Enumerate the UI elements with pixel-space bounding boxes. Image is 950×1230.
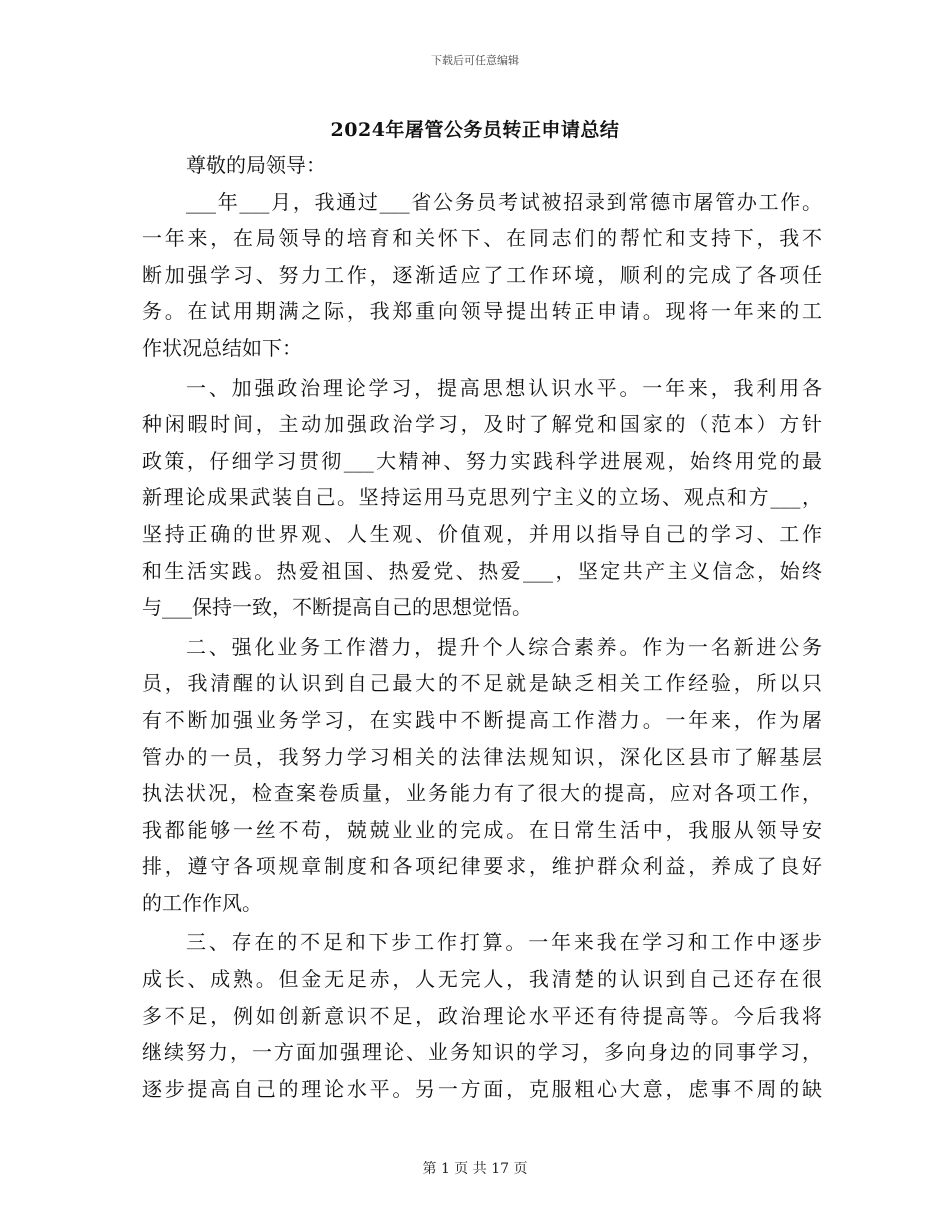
paragraph-line: 的工作作风。	[142, 890, 262, 915]
paragraph-line: 逐步提高自己的理论水平。另一方面，克服粗心大意，虑事不周的缺	[142, 1076, 822, 1101]
paragraph-line: 作状况总结如下：	[142, 335, 302, 360]
paragraph-line: 与___保持一致，不断提高自己的思想觉悟。	[142, 595, 532, 620]
paragraph-line: 政策，仔细学习贯彻___大精神、努力实践科学进展观，始终用党的最	[142, 448, 822, 473]
section-heading-line: 一、加强政治理论学习，提高思想认识水平。一年来，我利用各	[186, 375, 822, 400]
paragraph-line: 种闲暇时间，主动加强政治学习，及时了解党和国家的（范本）方针	[142, 412, 822, 437]
paragraph-line: 新理论成果武装自己。坚持运用马克思列宁主义的立场、观点和方___，	[142, 485, 822, 510]
page-number: 第 1 页 共 17 页	[422, 1161, 528, 1177]
paragraph-line: 管办的一员，我努力学习相关的法律法规知识，深化区县市了解基层	[142, 744, 822, 769]
paragraph-line: 成长、成熟。但金无足赤，人无完人，我清楚的认识到自己还存在很	[142, 967, 822, 992]
paragraph-line: 执法状况，检查案卷质量，业务能力有了很大的提高，应对各项工作，	[142, 781, 822, 806]
paragraph-line: 断加强学习、努力工作，逐渐适应了工作环境，顺利的完成了各项任	[142, 262, 822, 287]
document-title: 2024年屠管公务员转正申请总结	[330, 119, 620, 141]
paragraph-line: 排，遵守各项规章制度和各项纪律要求，维护群众利益，养成了良好	[142, 854, 822, 879]
section-heading-line: 三、存在的不足和下步工作打算。一年来我在学习和工作中逐步	[186, 930, 822, 955]
section-heading-line: 二、强化业务工作潜力，提升个人综合素养。作为一名新进公务	[186, 634, 822, 659]
paragraph-line: 继续努力，一方面加强理论、业务知识的学习，多向身边的同事学习，	[142, 1040, 822, 1065]
paragraph-line: 我都能够一丝不苟，兢兢业业的完成。在日常生活中，我服从领导安	[142, 817, 822, 842]
document-body	[142, 147, 822, 1107]
paragraph-line: 和生活实践。热爱祖国、热爱党、热爱___，坚定共产主义信念，始终	[142, 558, 822, 583]
paragraph-line: 有不断加强业务学习，在实践中不断提高工作潜力。一年来，作为屠	[142, 707, 822, 732]
paragraph-line: 务。在试用期满之际，我郑重向领导提出转正申请。现将一年来的工	[142, 299, 822, 324]
paragraph-line: 多不足，例如创新意识不足，政治理论水平还有待提高等。今后我将	[142, 1003, 822, 1028]
salutation: 尊敬的局领导：	[186, 153, 326, 177]
paragraph-line: 员，我清醒的认识到自己最大的不足就是缺乏相关工作经验，所以只	[142, 671, 822, 696]
paragraph-line: ___年___月，我通过___省公务员考试被招录到常德市屠管办工作。	[186, 189, 822, 214]
page-header-note: 下载后可任意编辑	[431, 54, 519, 67]
paragraph-line: 坚持正确的世界观、人生观、价值观，并用以指导自己的学习、工作	[142, 521, 822, 546]
paragraph-line: 一年来，在局领导的培育和关怀下、在同志们的帮忙和支持下，我不	[142, 226, 822, 251]
